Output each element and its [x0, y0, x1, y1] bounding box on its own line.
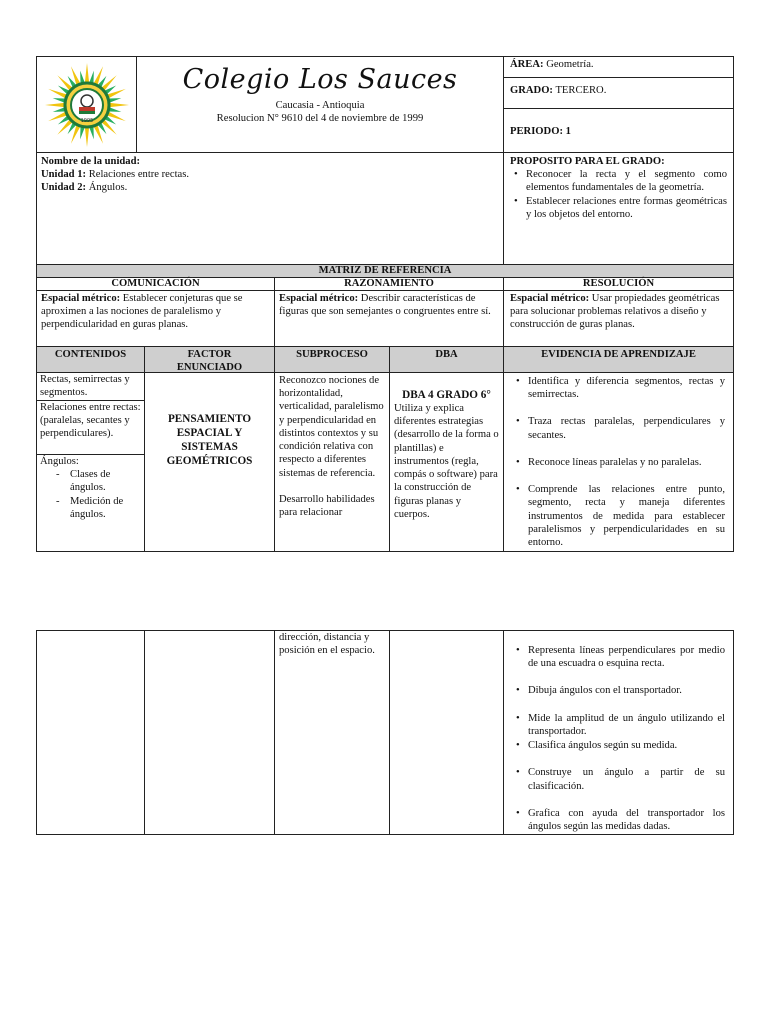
contenidos-a: Rectas, semirrectas y segmentos. — [36, 373, 145, 401]
evidencia-item: • Dibuja ángulos con el transportador. — [528, 684, 727, 697]
purpose-item: • Reconocer la recta y el segmento como elementos fundamentales de la geometría. — [526, 168, 727, 194]
contenidos-subitem: - Clases de ángulos. — [70, 468, 141, 494]
svg-text:1995: 1995 — [80, 118, 94, 124]
th-evidencia: EVIDENCIA DE APRENDIZAJE — [503, 346, 734, 373]
matrix-col-razonamiento: RAZONAMIENTO — [274, 277, 504, 291]
matrix-prefix: Espacial métrico: — [510, 293, 590, 304]
logo-ray — [102, 75, 117, 90]
evidencia-item: • Grafica con ayuda del transportador los ángulos según las medidas dadas. — [528, 807, 727, 833]
logo-ray — [45, 103, 64, 107]
logo-ray — [109, 107, 121, 111]
factor-text: PENSAMIENTO ESPACIAL Y SISTEMAS GEOMÉTRICOS — [166, 413, 253, 467]
logo-ray — [53, 107, 65, 111]
matrix-text: Usar propiedades geométricas para solucionar problemas relativos a diseño y construcción de guras planas. — [510, 293, 720, 331]
th-contenidos: CONTENIDOS — [36, 346, 145, 373]
unit-2-value: Ángulos. — [88, 182, 128, 194]
cont-subproceso-text: dirección, distancia y posición en el espacio. — [279, 632, 375, 657]
purpose-item: • Establecer relaciones entre formas geométricas y los objetos del entorno. — [526, 195, 727, 221]
contenidos-c-list — [40, 468, 141, 521]
grado-label: GRADO: — [510, 85, 553, 96]
unit-1-value: Relaciones entre rectas. — [88, 169, 189, 181]
matrix-prefix: Espacial métrico: — [41, 293, 121, 304]
evidencia-item: • Construye un ángulo a partir de su clasificación. — [528, 766, 727, 792]
th-dba: DBA — [389, 346, 504, 373]
cont-td-dba — [389, 630, 504, 835]
evidencia-item: • Representa líneas perpendiculares por medio de una escuadra o esquina recta. — [528, 644, 727, 670]
logo-ray — [102, 120, 117, 135]
cont-td-subproceso — [274, 630, 390, 835]
school-resolution: Resolucion N° 9610 del 4 de noviembre de 1999 — [216, 112, 424, 124]
unit-2-label: Unidad 2: — [41, 182, 87, 194]
cont-td-factor — [144, 630, 275, 835]
evidencia-item: • Reconoce líneas paralelas y no paralelas. — [528, 456, 727, 469]
area-value: Geometría. — [546, 59, 594, 70]
matrix-cell-razonamiento — [274, 290, 504, 347]
cont-td-contenidos — [36, 630, 145, 835]
evidencia-list — [510, 375, 727, 549]
matrix-cell-comunicacion — [36, 290, 275, 347]
logo-ray — [85, 63, 89, 82]
purpose-list — [510, 168, 727, 221]
unit-1 — [41, 168, 499, 181]
logo-ray — [53, 98, 65, 102]
header-title-cell — [136, 56, 504, 153]
evidencia-item: • Mide la amplitud de un ángulo utilizando el transportador. — [528, 712, 727, 738]
td-dba — [389, 372, 504, 552]
logo-ray — [89, 71, 93, 83]
evidencia-item: • Clasifica ángulos según su medida. — [528, 739, 727, 752]
unit-1-label: Unidad 1: — [41, 169, 87, 181]
dba-text: Utiliza y explica diferentes estrategias (desarrollo de la forma o plantillas) e instrumentos (regla, compás o software) para la construcción de figuras planas y cuerpos. — [394, 403, 499, 520]
unit-name-label: Nombre de la unidad: — [41, 156, 140, 167]
periodo-label: PERIODO: 1 — [510, 126, 571, 137]
matrix-title: MATRIZ DE REFERENCIA — [36, 264, 734, 278]
td-subproceso — [274, 372, 390, 552]
subproceso-a: Reconozco nociones de horizontalidad, verticalidad, paralelismo y perpendicularidad en distintos contextos y su condición relativa con respecto a diferentes sistemas de referencia. — [279, 375, 384, 479]
logo-ray — [80, 127, 84, 139]
purpose-title: PROPOSITO PARA EL GRADO: — [510, 156, 665, 167]
logo-ray — [57, 75, 72, 90]
logo-ray — [89, 127, 93, 139]
periodo-cell — [503, 108, 734, 153]
purpose-cell — [503, 152, 734, 265]
matrix-cell-resolucion — [503, 290, 734, 347]
th-factor: FACTOR ENUNCIADO — [144, 346, 275, 373]
cont-td-evidencia — [503, 630, 734, 835]
school-logo — [42, 60, 132, 150]
cont-evidencia-list — [510, 644, 727, 833]
unit-2 — [41, 181, 499, 194]
header-logo-cell — [36, 56, 137, 153]
school-location: Caucasia - Antioquia — [275, 99, 365, 111]
grado-value: TERCERO. — [555, 85, 607, 96]
unit-cell — [36, 152, 504, 265]
contenidos-b: Relaciones entre rectas: (paralelas, secantes y perpendiculares). — [36, 401, 145, 455]
subproceso-b: Desarrollo habilidades para relacionar — [279, 493, 375, 519]
evidencia-item: • Comprende las relaciones entre punto, segmento, recta y maneja diferentes instrumentos de medida para establecer paralelismos y perpendicularidades en su entorno. — [528, 483, 727, 549]
logo-ray — [57, 120, 72, 135]
contenidos-subitem: - Medición de ángulos. — [70, 495, 141, 521]
contenidos-c-label: Ángulos: — [40, 456, 79, 467]
th-subproceso: SUBPROCESO — [274, 346, 390, 373]
logo-ray — [109, 98, 121, 102]
contenidos-c — [36, 455, 145, 551]
matrix-col-comunicacion: COMUNICACIÓN — [36, 277, 275, 291]
matrix-prefix: Espacial métrico: — [279, 293, 359, 304]
evidencia-item: • Identifica y diferencia segmentos, rectas y semirrectas. — [528, 375, 727, 401]
logo-ray — [80, 71, 84, 83]
area-label: ÁREA: — [510, 59, 544, 70]
matrix-col-resolucion: RESOLUCIÓN — [503, 277, 734, 291]
matrix-text: Describir características de figuras que son semejantes o congruentes entre sí. — [279, 293, 491, 318]
logo-ray — [110, 103, 129, 107]
logo-ray — [85, 128, 89, 147]
td-evidencia — [503, 372, 734, 552]
grado-cell — [503, 77, 734, 109]
matrix-text: Establecer conjeturas que se aproximen a las nociones de paralelismo y perpendicularidad en guras planas. — [41, 293, 243, 331]
evidencia-item: • Traza rectas paralelas, perpendiculares y secantes. — [528, 415, 727, 441]
school-name: Colegio Los Sauces — [182, 64, 458, 95]
td-factor — [144, 372, 275, 552]
area-cell — [503, 56, 734, 78]
dba-title: DBA 4 GRADO 6° — [402, 389, 491, 401]
